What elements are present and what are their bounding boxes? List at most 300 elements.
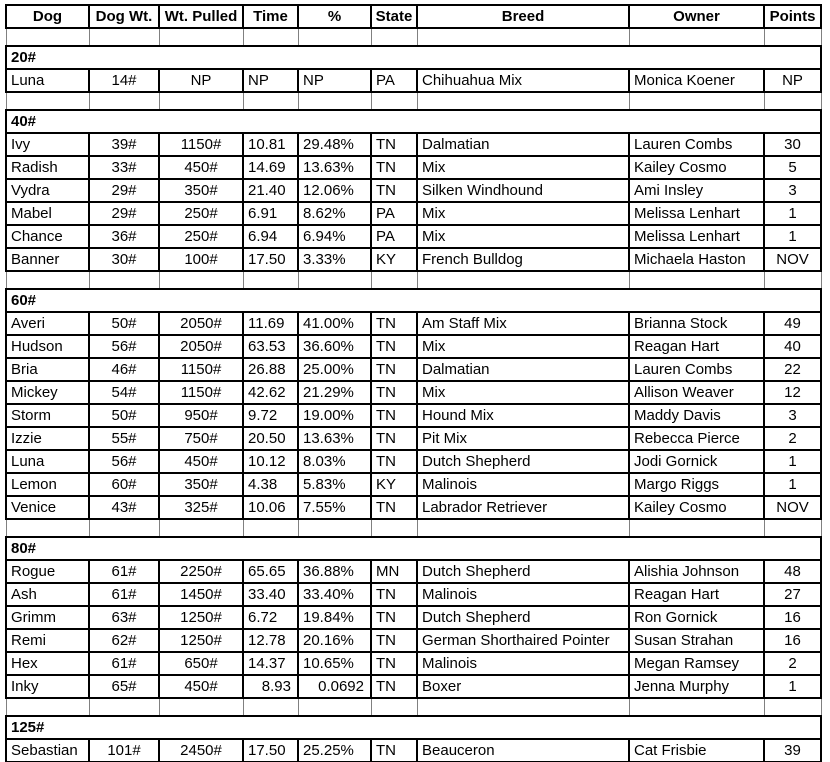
- cell-owner: Lauren Combs: [629, 358, 764, 381]
- cell-wt_pulled: 1150#: [159, 381, 243, 404]
- spacer-cell: [159, 92, 243, 110]
- table-row: [6, 427, 821, 450]
- cell-dog_wt: 50#: [89, 312, 159, 335]
- cell-points: 3: [764, 404, 821, 427]
- cell-breed: Dutch Shepherd: [417, 606, 629, 629]
- cell-dog: Ivy: [6, 133, 89, 156]
- cell-dog_wt: 30#: [89, 248, 159, 271]
- cell-dog: Chance: [6, 225, 89, 248]
- cell-dog_wt: 46#: [89, 358, 159, 381]
- spacer-cell: [6, 92, 89, 110]
- cell-time: 14.69: [243, 156, 298, 179]
- cell-owner: Jenna Murphy: [629, 675, 764, 698]
- cell-dog: Storm: [6, 404, 89, 427]
- cell-points: NP: [764, 69, 821, 92]
- cell-time: 17.50: [243, 739, 298, 762]
- cell-dog: Ash: [6, 583, 89, 606]
- cell-breed: Mix: [417, 156, 629, 179]
- cell-time: 21.40: [243, 179, 298, 202]
- cell-time: 9.72: [243, 404, 298, 427]
- cell-percent: 5.83%: [298, 473, 371, 496]
- cell-wt_pulled: 450#: [159, 675, 243, 698]
- header-row: [6, 5, 821, 28]
- cell-state: TN: [371, 358, 417, 381]
- cell-percent: 0.0692: [298, 675, 371, 698]
- cell-dog: Sebastian: [6, 739, 89, 762]
- cell-percent: 36.88%: [298, 560, 371, 583]
- cell-dog_wt: 36#: [89, 225, 159, 248]
- cell-time: 17.50: [243, 248, 298, 271]
- cell-dog: Averi: [6, 312, 89, 335]
- section-header-row: [6, 110, 821, 133]
- cell-wt_pulled: 450#: [159, 450, 243, 473]
- spacer-cell: [298, 271, 371, 289]
- cell-owner: Melissa Lenhart: [629, 225, 764, 248]
- spacer-cell: [89, 698, 159, 716]
- cell-owner: Kailey Cosmo: [629, 496, 764, 519]
- cell-owner: Alishia Johnson: [629, 560, 764, 583]
- cell-breed: Labrador Retriever: [417, 496, 629, 519]
- cell-wt_pulled: 1250#: [159, 606, 243, 629]
- cell-owner: Michaela Haston: [629, 248, 764, 271]
- cell-owner: Ami Insley: [629, 179, 764, 202]
- cell-percent: 8.03%: [298, 450, 371, 473]
- cell-time: 11.69: [243, 312, 298, 335]
- cell-dog: Lemon: [6, 473, 89, 496]
- cell-breed: Pit Mix: [417, 427, 629, 450]
- cell-state: TN: [371, 381, 417, 404]
- cell-points: 3: [764, 179, 821, 202]
- cell-dog: Banner: [6, 248, 89, 271]
- cell-wt_pulled: 1150#: [159, 358, 243, 381]
- cell-breed: Am Staff Mix: [417, 312, 629, 335]
- spacer-row: [6, 271, 821, 289]
- cell-percent: 10.65%: [298, 652, 371, 675]
- cell-points: 27: [764, 583, 821, 606]
- table-row: [6, 606, 821, 629]
- table-row: [6, 202, 821, 225]
- cell-percent: 41.00%: [298, 312, 371, 335]
- section-header-label: 60#: [6, 289, 821, 312]
- cell-dog: Inky: [6, 675, 89, 698]
- cell-owner: Allison Weaver: [629, 381, 764, 404]
- cell-time: NP: [243, 69, 298, 92]
- spacer-cell: [243, 519, 298, 537]
- spacer-cell: [629, 28, 764, 46]
- table-row: [6, 225, 821, 248]
- cell-time: 8.93: [243, 675, 298, 698]
- cell-state: TN: [371, 427, 417, 450]
- cell-state: TN: [371, 404, 417, 427]
- table-row: [6, 473, 821, 496]
- spacer-row: [6, 92, 821, 110]
- table-row: [6, 652, 821, 675]
- cell-dog_wt: 14#: [89, 69, 159, 92]
- cell-state: TN: [371, 312, 417, 335]
- cell-percent: 21.29%: [298, 381, 371, 404]
- cell-state: MN: [371, 560, 417, 583]
- cell-percent: 25.25%: [298, 739, 371, 762]
- table-row: [6, 69, 821, 92]
- results-table: [5, 4, 822, 762]
- cell-breed: Beauceron: [417, 739, 629, 762]
- cell-points: 12: [764, 381, 821, 404]
- cell-time: 10.12: [243, 450, 298, 473]
- cell-state: TN: [371, 450, 417, 473]
- spacer-cell: [371, 92, 417, 110]
- cell-breed: Malinois: [417, 583, 629, 606]
- spacer-cell: [371, 271, 417, 289]
- cell-state: TN: [371, 739, 417, 762]
- column-header-wt_pulled: Wt. Pulled: [159, 5, 243, 28]
- spacer-cell: [764, 698, 821, 716]
- spacer-row: [6, 519, 821, 537]
- spacer-cell: [417, 92, 629, 110]
- cell-wt_pulled: 250#: [159, 225, 243, 248]
- cell-state: TN: [371, 652, 417, 675]
- cell-breed: Chihuahua Mix: [417, 69, 629, 92]
- cell-time: 14.37: [243, 652, 298, 675]
- cell-points: 5: [764, 156, 821, 179]
- cell-dog: Luna: [6, 69, 89, 92]
- cell-breed: Mix: [417, 225, 629, 248]
- cell-wt_pulled: 1150#: [159, 133, 243, 156]
- cell-points: 1: [764, 450, 821, 473]
- cell-dog_wt: 55#: [89, 427, 159, 450]
- cell-time: 10.06: [243, 496, 298, 519]
- cell-wt_pulled: 1450#: [159, 583, 243, 606]
- spacer-cell: [243, 698, 298, 716]
- cell-time: 33.40: [243, 583, 298, 606]
- cell-dog_wt: 63#: [89, 606, 159, 629]
- cell-owner: Kailey Cosmo: [629, 156, 764, 179]
- cell-percent: 20.16%: [298, 629, 371, 652]
- cell-owner: Melissa Lenhart: [629, 202, 764, 225]
- cell-points: 48: [764, 560, 821, 583]
- table-row: [6, 156, 821, 179]
- column-header-state: State: [371, 5, 417, 28]
- spacer-cell: [764, 28, 821, 46]
- spacer-cell: [6, 271, 89, 289]
- cell-breed: Mix: [417, 381, 629, 404]
- cell-time: 12.78: [243, 629, 298, 652]
- spacer-cell: [417, 271, 629, 289]
- cell-owner: Monica Koener: [629, 69, 764, 92]
- spacer-cell: [6, 519, 89, 537]
- table-row: [6, 404, 821, 427]
- cell-dog_wt: 54#: [89, 381, 159, 404]
- spacer-row: [6, 28, 821, 46]
- spacer-cell: [764, 92, 821, 110]
- cell-percent: 36.60%: [298, 335, 371, 358]
- cell-owner: Reagan Hart: [629, 335, 764, 358]
- cell-wt_pulled: 350#: [159, 179, 243, 202]
- cell-percent: 19.00%: [298, 404, 371, 427]
- column-header-breed: Breed: [417, 5, 629, 28]
- cell-time: 4.38: [243, 473, 298, 496]
- cell-dog_wt: 101#: [89, 739, 159, 762]
- cell-owner: Rebecca Pierce: [629, 427, 764, 450]
- cell-percent: 13.63%: [298, 156, 371, 179]
- cell-breed: Boxer: [417, 675, 629, 698]
- section-header-row: [6, 537, 821, 560]
- cell-state: TN: [371, 133, 417, 156]
- cell-wt_pulled: 250#: [159, 202, 243, 225]
- cell-time: 6.94: [243, 225, 298, 248]
- cell-dog: Radish: [6, 156, 89, 179]
- cell-percent: 6.94%: [298, 225, 371, 248]
- spacer-cell: [89, 271, 159, 289]
- cell-dog_wt: 29#: [89, 179, 159, 202]
- cell-points: 16: [764, 606, 821, 629]
- cell-time: 26.88: [243, 358, 298, 381]
- table-row: [6, 248, 821, 271]
- cell-percent: 8.62%: [298, 202, 371, 225]
- cell-dog_wt: 33#: [89, 156, 159, 179]
- cell-dog_wt: 43#: [89, 496, 159, 519]
- table-row: [6, 739, 821, 762]
- cell-dog: Grimm: [6, 606, 89, 629]
- cell-owner: Brianna Stock: [629, 312, 764, 335]
- cell-points: 1: [764, 473, 821, 496]
- cell-points: 1: [764, 225, 821, 248]
- cell-percent: 7.55%: [298, 496, 371, 519]
- cell-state: KY: [371, 248, 417, 271]
- cell-time: 42.62: [243, 381, 298, 404]
- cell-breed: Malinois: [417, 652, 629, 675]
- cell-owner: Susan Strahan: [629, 629, 764, 652]
- cell-owner: Margo Riggs: [629, 473, 764, 496]
- cell-owner: Reagan Hart: [629, 583, 764, 606]
- cell-dog_wt: 61#: [89, 560, 159, 583]
- cell-dog: Mickey: [6, 381, 89, 404]
- cell-dog: Bria: [6, 358, 89, 381]
- spacer-cell: [159, 271, 243, 289]
- cell-wt_pulled: 450#: [159, 156, 243, 179]
- cell-owner: Maddy Davis: [629, 404, 764, 427]
- cell-dog: Venice: [6, 496, 89, 519]
- cell-state: TN: [371, 629, 417, 652]
- cell-wt_pulled: 650#: [159, 652, 243, 675]
- cell-state: PA: [371, 225, 417, 248]
- cell-dog: Izzie: [6, 427, 89, 450]
- cell-percent: NP: [298, 69, 371, 92]
- cell-wt_pulled: 350#: [159, 473, 243, 496]
- column-header-dog_wt: Dog Wt.: [89, 5, 159, 28]
- column-header-points: Points: [764, 5, 821, 28]
- table-row: [6, 335, 821, 358]
- cell-dog_wt: 61#: [89, 652, 159, 675]
- cell-time: 6.91: [243, 202, 298, 225]
- spacer-cell: [298, 92, 371, 110]
- cell-points: 49: [764, 312, 821, 335]
- cell-time: 65.65: [243, 560, 298, 583]
- table-row: [6, 560, 821, 583]
- table-header: [6, 5, 821, 28]
- cell-percent: 19.84%: [298, 606, 371, 629]
- cell-dog: Rogue: [6, 560, 89, 583]
- table-row: [6, 629, 821, 652]
- spacer-cell: [89, 92, 159, 110]
- cell-breed: Dalmatian: [417, 133, 629, 156]
- cell-points: 16: [764, 629, 821, 652]
- cell-dog_wt: 29#: [89, 202, 159, 225]
- cell-owner: Ron Gornick: [629, 606, 764, 629]
- cell-owner: Cat Frisbie: [629, 739, 764, 762]
- spacer-cell: [417, 28, 629, 46]
- cell-breed: German Shorthaired Pointer: [417, 629, 629, 652]
- cell-time: 63.53: [243, 335, 298, 358]
- cell-percent: 29.48%: [298, 133, 371, 156]
- spacer-cell: [371, 698, 417, 716]
- section-header-label: 125#: [6, 716, 821, 739]
- spacer-cell: [89, 28, 159, 46]
- cell-breed: Dalmatian: [417, 358, 629, 381]
- cell-dog_wt: 39#: [89, 133, 159, 156]
- cell-time: 6.72: [243, 606, 298, 629]
- cell-state: TN: [371, 583, 417, 606]
- cell-percent: 13.63%: [298, 427, 371, 450]
- spacer-cell: [629, 271, 764, 289]
- cell-wt_pulled: 100#: [159, 248, 243, 271]
- spacer-cell: [371, 519, 417, 537]
- cell-breed: Dutch Shepherd: [417, 450, 629, 473]
- cell-dog_wt: 56#: [89, 335, 159, 358]
- cell-wt_pulled: 2050#: [159, 335, 243, 358]
- cell-owner: Lauren Combs: [629, 133, 764, 156]
- cell-percent: 25.00%: [298, 358, 371, 381]
- spacer-cell: [159, 519, 243, 537]
- column-header-dog: Dog: [6, 5, 89, 28]
- cell-points: 1: [764, 675, 821, 698]
- cell-points: 22: [764, 358, 821, 381]
- table-row: [6, 381, 821, 404]
- cell-owner: Jodi Gornick: [629, 450, 764, 473]
- spacer-cell: [159, 28, 243, 46]
- cell-dog: Remi: [6, 629, 89, 652]
- cell-dog: Hudson: [6, 335, 89, 358]
- cell-percent: 33.40%: [298, 583, 371, 606]
- section-header-label: 20#: [6, 46, 821, 69]
- cell-dog_wt: 56#: [89, 450, 159, 473]
- spacer-cell: [298, 28, 371, 46]
- cell-dog: Mabel: [6, 202, 89, 225]
- spacer-cell: [629, 92, 764, 110]
- table-row: [6, 450, 821, 473]
- spacer-row: [6, 698, 821, 716]
- spacer-cell: [371, 28, 417, 46]
- section-header-row: [6, 716, 821, 739]
- cell-state: TN: [371, 156, 417, 179]
- cell-breed: Mix: [417, 335, 629, 358]
- cell-dog: Luna: [6, 450, 89, 473]
- table-row: [6, 312, 821, 335]
- section-header-label: 40#: [6, 110, 821, 133]
- cell-time: 20.50: [243, 427, 298, 450]
- spacer-cell: [243, 271, 298, 289]
- cell-points: 30: [764, 133, 821, 156]
- cell-points: NOV: [764, 248, 821, 271]
- table-row: [6, 583, 821, 606]
- section-header-label: 80#: [6, 537, 821, 560]
- spacer-cell: [417, 698, 629, 716]
- column-header-percent: %: [298, 5, 371, 28]
- cell-owner: Megan Ramsey: [629, 652, 764, 675]
- cell-dog_wt: 50#: [89, 404, 159, 427]
- cell-state: TN: [371, 496, 417, 519]
- cell-dog_wt: 60#: [89, 473, 159, 496]
- cell-dog_wt: 62#: [89, 629, 159, 652]
- results-sheet: [0, 4, 830, 762]
- cell-breed: French Bulldog: [417, 248, 629, 271]
- spacer-cell: [764, 519, 821, 537]
- cell-dog_wt: 61#: [89, 583, 159, 606]
- table-row: [6, 496, 821, 519]
- cell-wt_pulled: NP: [159, 69, 243, 92]
- cell-state: TN: [371, 675, 417, 698]
- cell-points: 40: [764, 335, 821, 358]
- spacer-cell: [417, 519, 629, 537]
- cell-points: 39: [764, 739, 821, 762]
- spacer-cell: [298, 698, 371, 716]
- cell-wt_pulled: 2250#: [159, 560, 243, 583]
- cell-points: NOV: [764, 496, 821, 519]
- cell-breed: Dutch Shepherd: [417, 560, 629, 583]
- spacer-cell: [243, 28, 298, 46]
- table-row: [6, 675, 821, 698]
- table-row: [6, 179, 821, 202]
- cell-wt_pulled: 750#: [159, 427, 243, 450]
- cell-state: TN: [371, 606, 417, 629]
- spacer-cell: [89, 519, 159, 537]
- spacer-cell: [159, 698, 243, 716]
- spacer-cell: [764, 271, 821, 289]
- table-row: [6, 358, 821, 381]
- cell-state: TN: [371, 179, 417, 202]
- cell-breed: Malinois: [417, 473, 629, 496]
- column-header-owner: Owner: [629, 5, 764, 28]
- spacer-cell: [298, 519, 371, 537]
- spacer-cell: [243, 92, 298, 110]
- spacer-cell: [629, 698, 764, 716]
- cell-wt_pulled: 950#: [159, 404, 243, 427]
- cell-state: KY: [371, 473, 417, 496]
- cell-points: 2: [764, 652, 821, 675]
- cell-points: 1: [764, 202, 821, 225]
- cell-wt_pulled: 2450#: [159, 739, 243, 762]
- cell-percent: 12.06%: [298, 179, 371, 202]
- cell-breed: Hound Mix: [417, 404, 629, 427]
- cell-wt_pulled: 2050#: [159, 312, 243, 335]
- cell-time: 10.81: [243, 133, 298, 156]
- table-row: [6, 133, 821, 156]
- cell-points: 2: [764, 427, 821, 450]
- spacer-cell: [629, 519, 764, 537]
- cell-percent: 3.33%: [298, 248, 371, 271]
- cell-breed: Mix: [417, 202, 629, 225]
- cell-state: PA: [371, 69, 417, 92]
- cell-dog: Vydra: [6, 179, 89, 202]
- section-header-row: [6, 289, 821, 312]
- cell-state: PA: [371, 202, 417, 225]
- cell-dog: Hex: [6, 652, 89, 675]
- spacer-cell: [6, 698, 89, 716]
- cell-state: TN: [371, 335, 417, 358]
- spacer-cell: [6, 28, 89, 46]
- cell-dog_wt: 65#: [89, 675, 159, 698]
- section-header-row: [6, 46, 821, 69]
- cell-wt_pulled: 325#: [159, 496, 243, 519]
